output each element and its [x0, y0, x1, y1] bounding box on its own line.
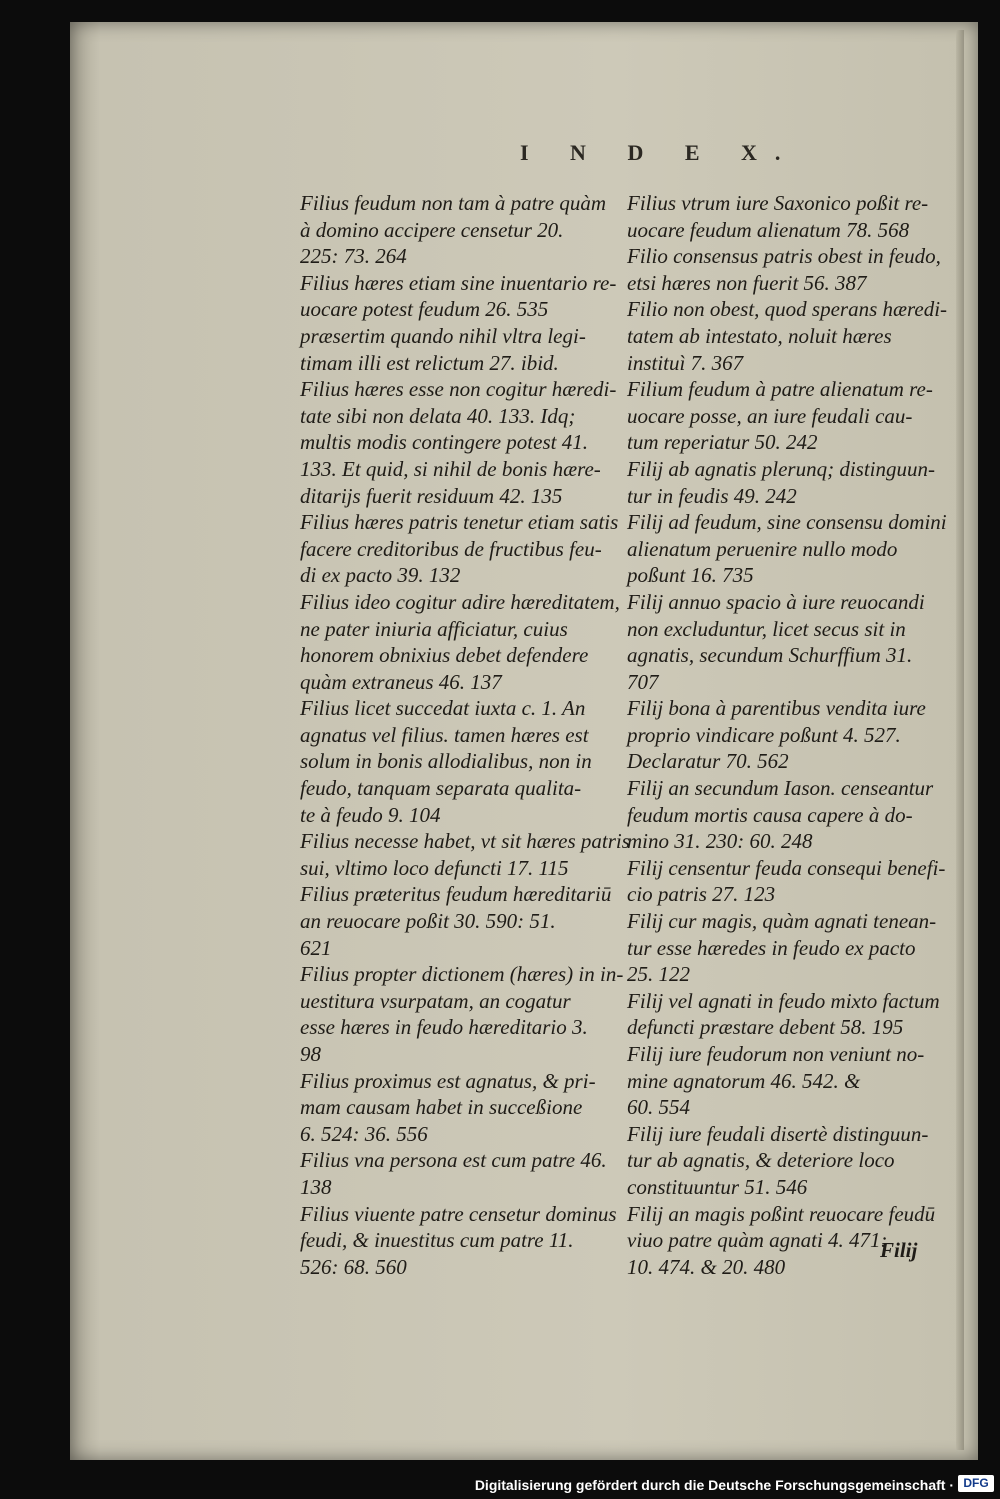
index-column-left: [300, 190, 630, 1280]
index-entry-line: 225: 73. 264: [300, 244, 407, 269]
index-entry: [627, 908, 939, 988]
index-entry: [627, 376, 939, 456]
index-entry-line: tatem ab intestato, noluit hæres: [627, 323, 892, 348]
index-entry: [300, 1147, 612, 1200]
index-entry-line: Filius hæres esse non cogitur hæredi-: [300, 377, 617, 402]
index-entry: [300, 190, 612, 270]
index-entry-line: præsertim quando nihil vltra legi-: [300, 323, 586, 348]
index-entry-line: Filius ideo cogitur adire hæreditatem,: [300, 589, 620, 614]
index-entry-line: timam illi est relictum 27. ibid.: [300, 350, 559, 375]
index-entry-line: viuo patre quàm agnati 4. 471:: [627, 1228, 888, 1253]
index-entry-line: alienatum peruenire nullo modo: [627, 536, 898, 561]
index-entry-line: agnatus vel filius. tamen hæres est: [300, 722, 589, 747]
index-entry-line: Filij cur magis, quàm agnati tenean-: [627, 909, 937, 934]
index-entry-line: Filius hæres patris tenetur etiam satis: [300, 510, 619, 535]
index-entry: [627, 243, 939, 296]
index-entry-line: uestitura vsurpatam, an cogatur: [300, 988, 571, 1013]
index-entry: [627, 775, 939, 855]
index-entry: [627, 1121, 939, 1201]
index-entry-line: uocare posse, an iure feudali cau-: [627, 403, 913, 428]
index-entry-line: ne pater iniuria afficiatur, cuius: [300, 616, 568, 641]
index-entry: [300, 589, 620, 695]
index-entry-line: esse hæres in feudo hæreditario 3.: [300, 1015, 588, 1040]
index-entry-line: uocare feudum alienatum 78. 568: [627, 217, 910, 242]
index-entry-line: à domino accipere censetur 20.: [300, 217, 564, 242]
index-entry: [627, 1041, 939, 1121]
index-entry-line: facere creditoribus de fructibus feu-: [300, 536, 602, 561]
index-entry-line: di ex pacto 39. 132: [300, 563, 461, 588]
index-entry-line: tur ab agnatis, & deteriore loco: [627, 1148, 895, 1173]
index-entry-line: mine agnatorum 46. 542. &: [627, 1068, 861, 1093]
index-entry: [627, 589, 939, 695]
index-entry-line: agnatis, secundum Schurffium 31.: [627, 643, 913, 668]
index-entry-line: Filij censentur feuda consequi benefi-: [627, 855, 946, 880]
index-entry: [300, 961, 624, 1067]
index-entry-line: Filij vel agnati in feudo mixto factum: [627, 988, 940, 1013]
index-entry-line: Filij an magis poßint reuocare feudū: [627, 1201, 936, 1226]
index-entry-line: solum in bonis allodialibus, non in: [300, 749, 592, 774]
index-entry-line: ditarijs fuerit residuum 42. 135: [300, 483, 563, 508]
index-entry-line: sui, vltimo loco defuncti 17. 115: [300, 855, 569, 880]
index-entry-line: 10. 474. & 20. 480: [627, 1254, 786, 1279]
index-entry-line: cio patris 27. 123: [627, 882, 776, 907]
index-entry: [300, 695, 612, 828]
index-entry-line: Filij an secundum Iason. censeantur: [627, 776, 934, 801]
index-entry-line: Filius propter dictionem (hæres) in in-: [300, 962, 624, 987]
index-entry-line: instituì 7. 367: [627, 350, 744, 375]
index-entry-line: Declaratur 70. 562: [627, 749, 789, 774]
index-entry-line: mino 31. 230: 60. 248: [627, 829, 813, 854]
index-entry-line: feudum mortis causa capere à do-: [627, 802, 913, 827]
index-entry-line: 133. Et quid, si nihil de bonis hære-: [300, 456, 601, 481]
index-entry-line: Filius necesse habet, vt sit hæres patris: [300, 829, 630, 854]
index-entry-line: Filij annuo spacio à iure reuocandi: [627, 589, 925, 614]
catchword: Filij: [880, 1238, 918, 1262]
index-entry-line: etsi hæres non fuerit 56. 387: [627, 270, 867, 295]
index-entry-line: feudi, & inuestitus cum patre 11.: [300, 1228, 574, 1253]
index-entry-line: tum reperiatur 50. 242: [627, 430, 818, 455]
index-entry-line: Filij iure feudali disertè distinguun-: [627, 1121, 929, 1146]
dfg-logo: DFG: [958, 1475, 994, 1492]
index-entry: [300, 509, 619, 589]
index-entry-line: te à feudo 9. 104: [300, 802, 441, 827]
index-entry-line: proprio vindicare poßunt 4. 527.: [627, 722, 901, 747]
index-entry-line: Filius vna persona est cum patre 46.: [300, 1148, 607, 1173]
index-entry: [300, 828, 630, 881]
page-edge: [956, 30, 964, 1450]
index-entry: [627, 988, 939, 1041]
index-entry-line: tate sibi non delata 40. 133. Idq;: [300, 403, 576, 428]
index-entry-line: 621: [300, 935, 332, 960]
index-entry: [300, 376, 617, 509]
index-entry-line: poßunt 16. 735: [627, 563, 754, 588]
index-entry-line: an reuocare poßit 30. 590: 51.: [300, 909, 556, 934]
index-entry-line: defuncti præstare debent 58. 195: [627, 1015, 904, 1040]
index-entry-line: Filius viuente patre censetur dominus: [300, 1201, 617, 1226]
index-entry-line: Filij bona à parentibus vendita iure: [627, 696, 926, 721]
index-entry-line: quàm extraneus 46. 137: [300, 669, 502, 694]
index-entry-line: Filius præteritus feudum hæreditariū: [300, 882, 612, 907]
index-entry-line: uocare potest feudum 26. 535: [300, 297, 549, 322]
index-entry: [627, 695, 939, 775]
index-entry-line: 526: 68. 560: [300, 1254, 407, 1279]
index-entry-line: 138: [300, 1174, 332, 1199]
index-entry: [627, 509, 947, 589]
index-entry-line: multis modis contingere potest 41.: [300, 430, 588, 455]
index-entry-line: Filius proximus est agnatus, & pri-: [300, 1068, 596, 1093]
index-entry: [300, 1201, 617, 1281]
index-entry: [627, 190, 939, 243]
index-entry-line: feudo, tanquam separata qualita-: [300, 776, 582, 801]
index-entry-line: 6. 524: 36. 556: [300, 1121, 428, 1146]
index-entry-line: honorem obnixius debet defendere: [300, 643, 589, 668]
index-entry-line: Filius licet succedat iuxta c. 1. An: [300, 696, 586, 721]
index-entry: [627, 296, 948, 376]
index-entry-line: 60. 554: [627, 1095, 690, 1120]
index-entry: [627, 855, 946, 908]
index-entry-line: tur esse hæredes in feudo ex pacto: [627, 935, 916, 960]
funding-note: Digitalisierung gefördert durch die Deutsche Forschungsgemeinschaft ·: [474, 1477, 954, 1493]
page-header: I N D E X.: [520, 140, 799, 165]
index-entry: [300, 270, 617, 376]
index-entry-line: Filius hæres etiam sine inuentario re-: [300, 270, 617, 295]
index-entry: [627, 456, 939, 509]
index-entry-line: mam causam habet in succeßione: [300, 1095, 583, 1120]
index-entry-line: Filius feudum non tam à patre quàm: [300, 191, 607, 215]
index-entry-line: tur in feudis 49. 242: [627, 483, 797, 508]
index-entry-line: Filius vtrum iure Saxonico poßit re-: [627, 191, 929, 215]
index-entry: [300, 1068, 612, 1148]
index-entry-line: non excluduntur, licet secus sit in: [627, 616, 906, 641]
index-entry-line: 707: [627, 669, 659, 694]
index-entry-line: Filij iure feudorum non veniunt no-: [627, 1042, 925, 1066]
index-entry-line: Filij ad feudum, sine consensu domini: [627, 510, 947, 535]
index-entry-line: 98: [300, 1042, 321, 1066]
index-entry-line: constituuntur 51. 546: [627, 1174, 808, 1199]
index-entry-line: Filij ab agnatis plerunq; distinguun-: [627, 456, 935, 481]
index-entry: [300, 881, 612, 961]
index-entry-line: Filio non obest, quod sperans hæredi-: [627, 297, 948, 322]
index-entry-line: Filio consensus patris obest in feudo,: [627, 244, 941, 269]
index-column-right: [627, 190, 948, 1280]
footer-bar: [0, 1460, 1000, 1499]
index-entry-line: Filium feudum à patre alienatum re-: [627, 377, 933, 402]
index-entry-line: 25. 122: [627, 962, 690, 987]
